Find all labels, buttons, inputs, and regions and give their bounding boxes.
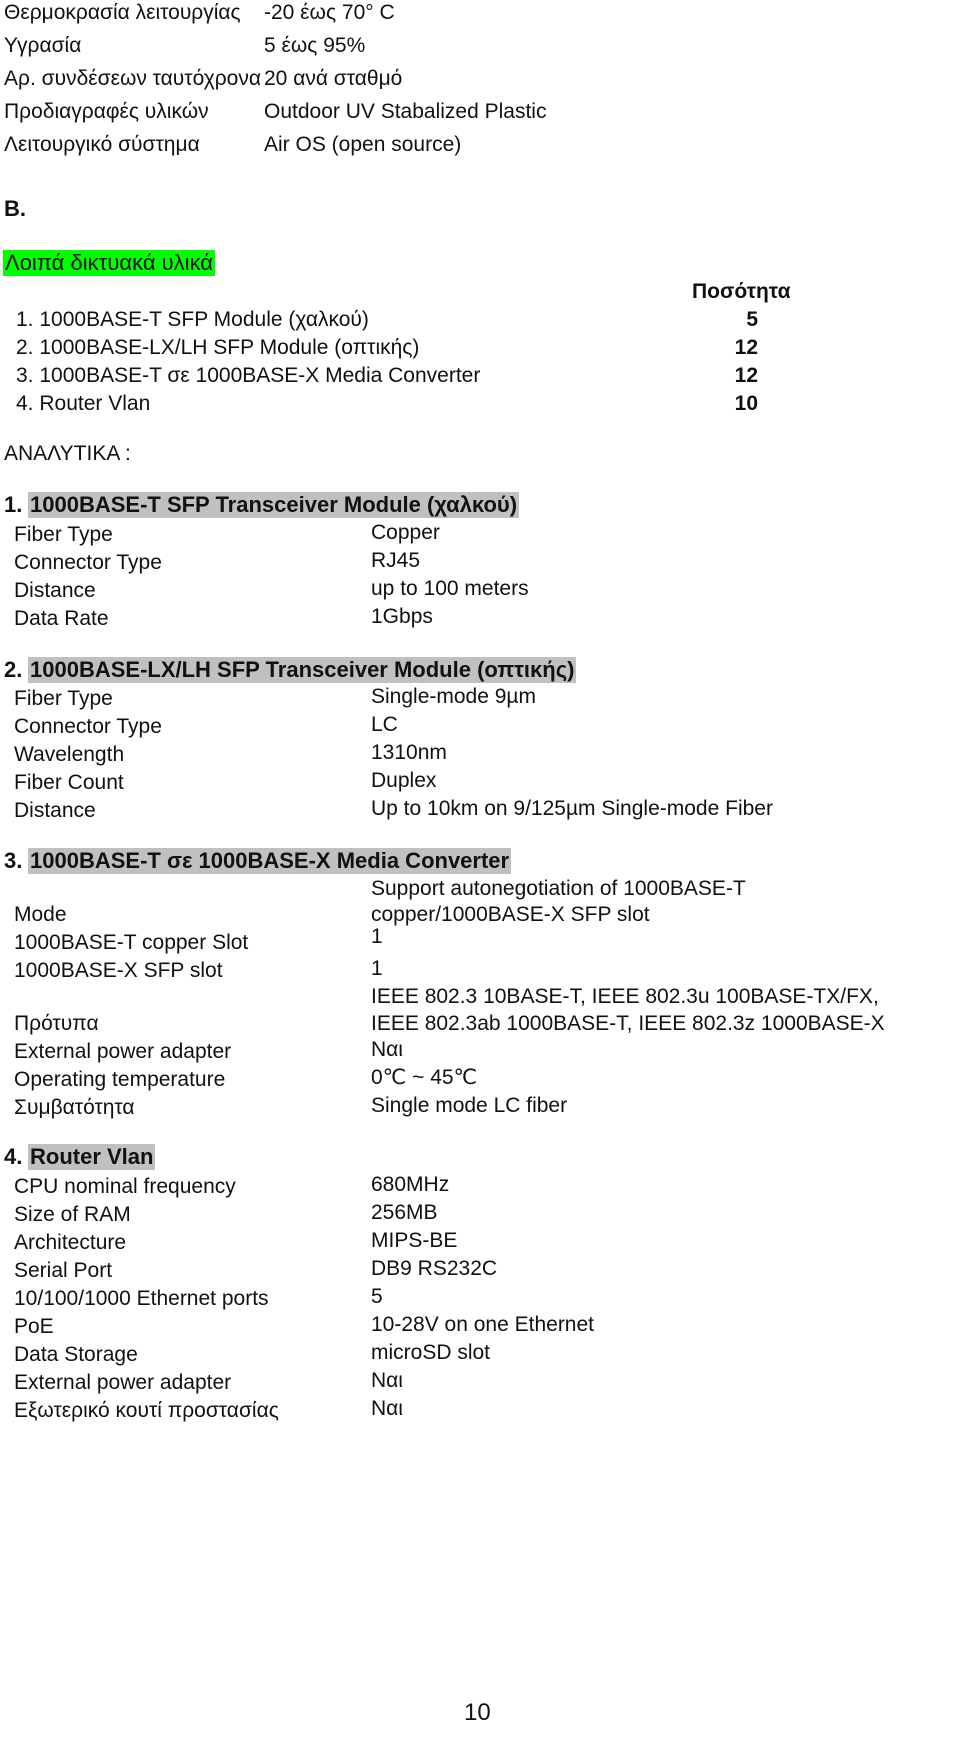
detail-value: 1Gbps <box>371 605 433 628</box>
detail-label: PoE <box>14 1315 54 1338</box>
spec-value: Outdoor UV Stabalized Plastic <box>264 100 547 123</box>
spec-value: 20 ανά σταθμό <box>264 67 403 90</box>
detail-title: 1000BASE-LX/LH SFP Transceiver Module (οπτικής) <box>30 657 575 682</box>
detail-number: 2. <box>4 657 23 682</box>
detail-value: up to 100 meters <box>371 577 529 600</box>
detail-label: 1000BASE-T copper Slot <box>14 931 249 954</box>
spec-label: Προδιαγραφές υλικών <box>4 100 209 123</box>
detail-value: LC <box>371 713 398 736</box>
detail-value: 0℃ ~ 45℃ <box>371 1066 478 1089</box>
detail-label: Distance <box>14 799 96 822</box>
detail-label: Architecture <box>14 1231 127 1254</box>
detail-value: copper/1000BASE-X SFP slot <box>371 903 650 926</box>
detail-label: Serial Port <box>14 1259 113 1282</box>
detail-value: Support autonegotiation of 1000BASE-T <box>371 877 746 900</box>
detail-value: Ναι <box>371 1369 403 1392</box>
detail-title: Router Vlan <box>30 1144 154 1169</box>
detail-value: Single mode LC fiber <box>371 1094 568 1117</box>
detail-label: Fiber Type <box>14 687 113 710</box>
detail-title: 1000BASE-T SFP Transceiver Module (χαλκού) <box>30 492 518 517</box>
detail-label: Size of RAM <box>14 1203 131 1226</box>
detail-value: 10-28V on one Ethernet <box>371 1313 595 1336</box>
detail-label: Mode <box>14 903 67 926</box>
qty-header: Ποσότητα <box>692 280 791 303</box>
list-item-qty: 12 <box>734 336 758 359</box>
spec-label: Λειτουργικό σύστημα <box>4 133 200 156</box>
spec-label: Υγρασία <box>4 34 82 57</box>
spec-value: -20 έως 70° C <box>264 1 395 24</box>
analytika-heading: ΑΝΑΛΥΤΙΚΑ : <box>4 442 131 465</box>
detail-value: MIPS-BE <box>371 1229 458 1252</box>
detail-label: 10/100/1000 Ethernet ports <box>14 1287 269 1310</box>
detail-label: Fiber Count <box>14 771 124 794</box>
detail-value: 1 <box>371 925 383 948</box>
detail-label: External power adapter <box>14 1371 232 1394</box>
detail-value: 256MB <box>371 1201 438 1224</box>
detail-label: 1000BASE-X SFP slot <box>14 959 223 982</box>
page-number: 10 <box>464 1699 491 1726</box>
detail-value: 1 <box>371 957 383 980</box>
section-letter: Β. <box>4 196 26 221</box>
detail-label: Connector Type <box>14 715 162 738</box>
list-item-qty: 12 <box>734 364 758 387</box>
detail-value: Up to 10km on 9/125µm Single-mode Fiber <box>371 797 773 820</box>
detail-label: CPU nominal frequency <box>14 1175 236 1198</box>
detail-label: Connector Type <box>14 551 162 574</box>
detail-number: 1. <box>4 492 23 517</box>
spec-value: Air OS (open source) <box>264 133 462 156</box>
list-item: 1. 1000BASE-T SFP Module (χαλκού) <box>16 308 369 331</box>
spec-label: Αρ. συνδέσεων ταυτόχρονα <box>4 67 261 90</box>
spec-label: Θερμοκρασία λειτουργίας <box>4 1 241 24</box>
detail-value: Ναι <box>371 1038 403 1061</box>
detail-number: 4. <box>4 1144 23 1169</box>
section-title: Λοιπά δικτυακά υλικά <box>5 250 214 275</box>
detail-value: IEEE 802.3 10BASE-T, IEEE 802.3u 100BASE-TX/FX, <box>371 985 879 1008</box>
spec-value: 5 έως 95% <box>264 34 366 57</box>
list-item-qty: 5 <box>746 308 758 331</box>
detail-value: Duplex <box>371 769 437 792</box>
list-item: 2. 1000BASE-LX/LH SFP Module (οπτικής) <box>16 336 420 359</box>
detail-value: microSD slot <box>371 1341 491 1364</box>
detail-value: Ναι <box>371 1397 403 1420</box>
detail-number: 3. <box>4 848 23 873</box>
detail-label: Wavelength <box>14 743 125 766</box>
detail-label: External power adapter <box>14 1040 232 1063</box>
detail-label: Distance <box>14 579 96 602</box>
detail-value: Copper <box>371 521 440 544</box>
detail-label: Operating temperature <box>14 1068 226 1091</box>
detail-label: Εξωτερικό κουτί προστασίας <box>14 1399 279 1422</box>
detail-label: Πρότυπα <box>14 1012 99 1035</box>
detail-value: 5 <box>371 1285 383 1308</box>
detail-value: 1310nm <box>371 741 447 764</box>
list-item: 3. 1000BASE-T σε 1000BASE-X Media Converter <box>16 364 481 387</box>
list-item-qty: 10 <box>734 392 758 415</box>
detail-label: Data Storage <box>14 1343 138 1366</box>
detail-title: 1000BASE-T σε 1000BASE-X Media Converter <box>30 848 510 873</box>
detail-value: IEEE 802.3ab 1000BASE-T, IEEE 802.3z 1000BASE-X <box>371 1012 885 1035</box>
detail-label: Συμβατότητα <box>14 1096 135 1119</box>
list-item: 4. Router Vlan <box>16 392 151 415</box>
detail-value: 680MHz <box>371 1173 450 1196</box>
detail-label: Fiber Type <box>14 523 113 546</box>
detail-value: RJ45 <box>371 549 421 572</box>
detail-value: DB9 RS232C <box>371 1257 498 1280</box>
detail-value: Single-mode 9µm <box>371 685 537 708</box>
detail-label: Data Rate <box>14 607 109 630</box>
